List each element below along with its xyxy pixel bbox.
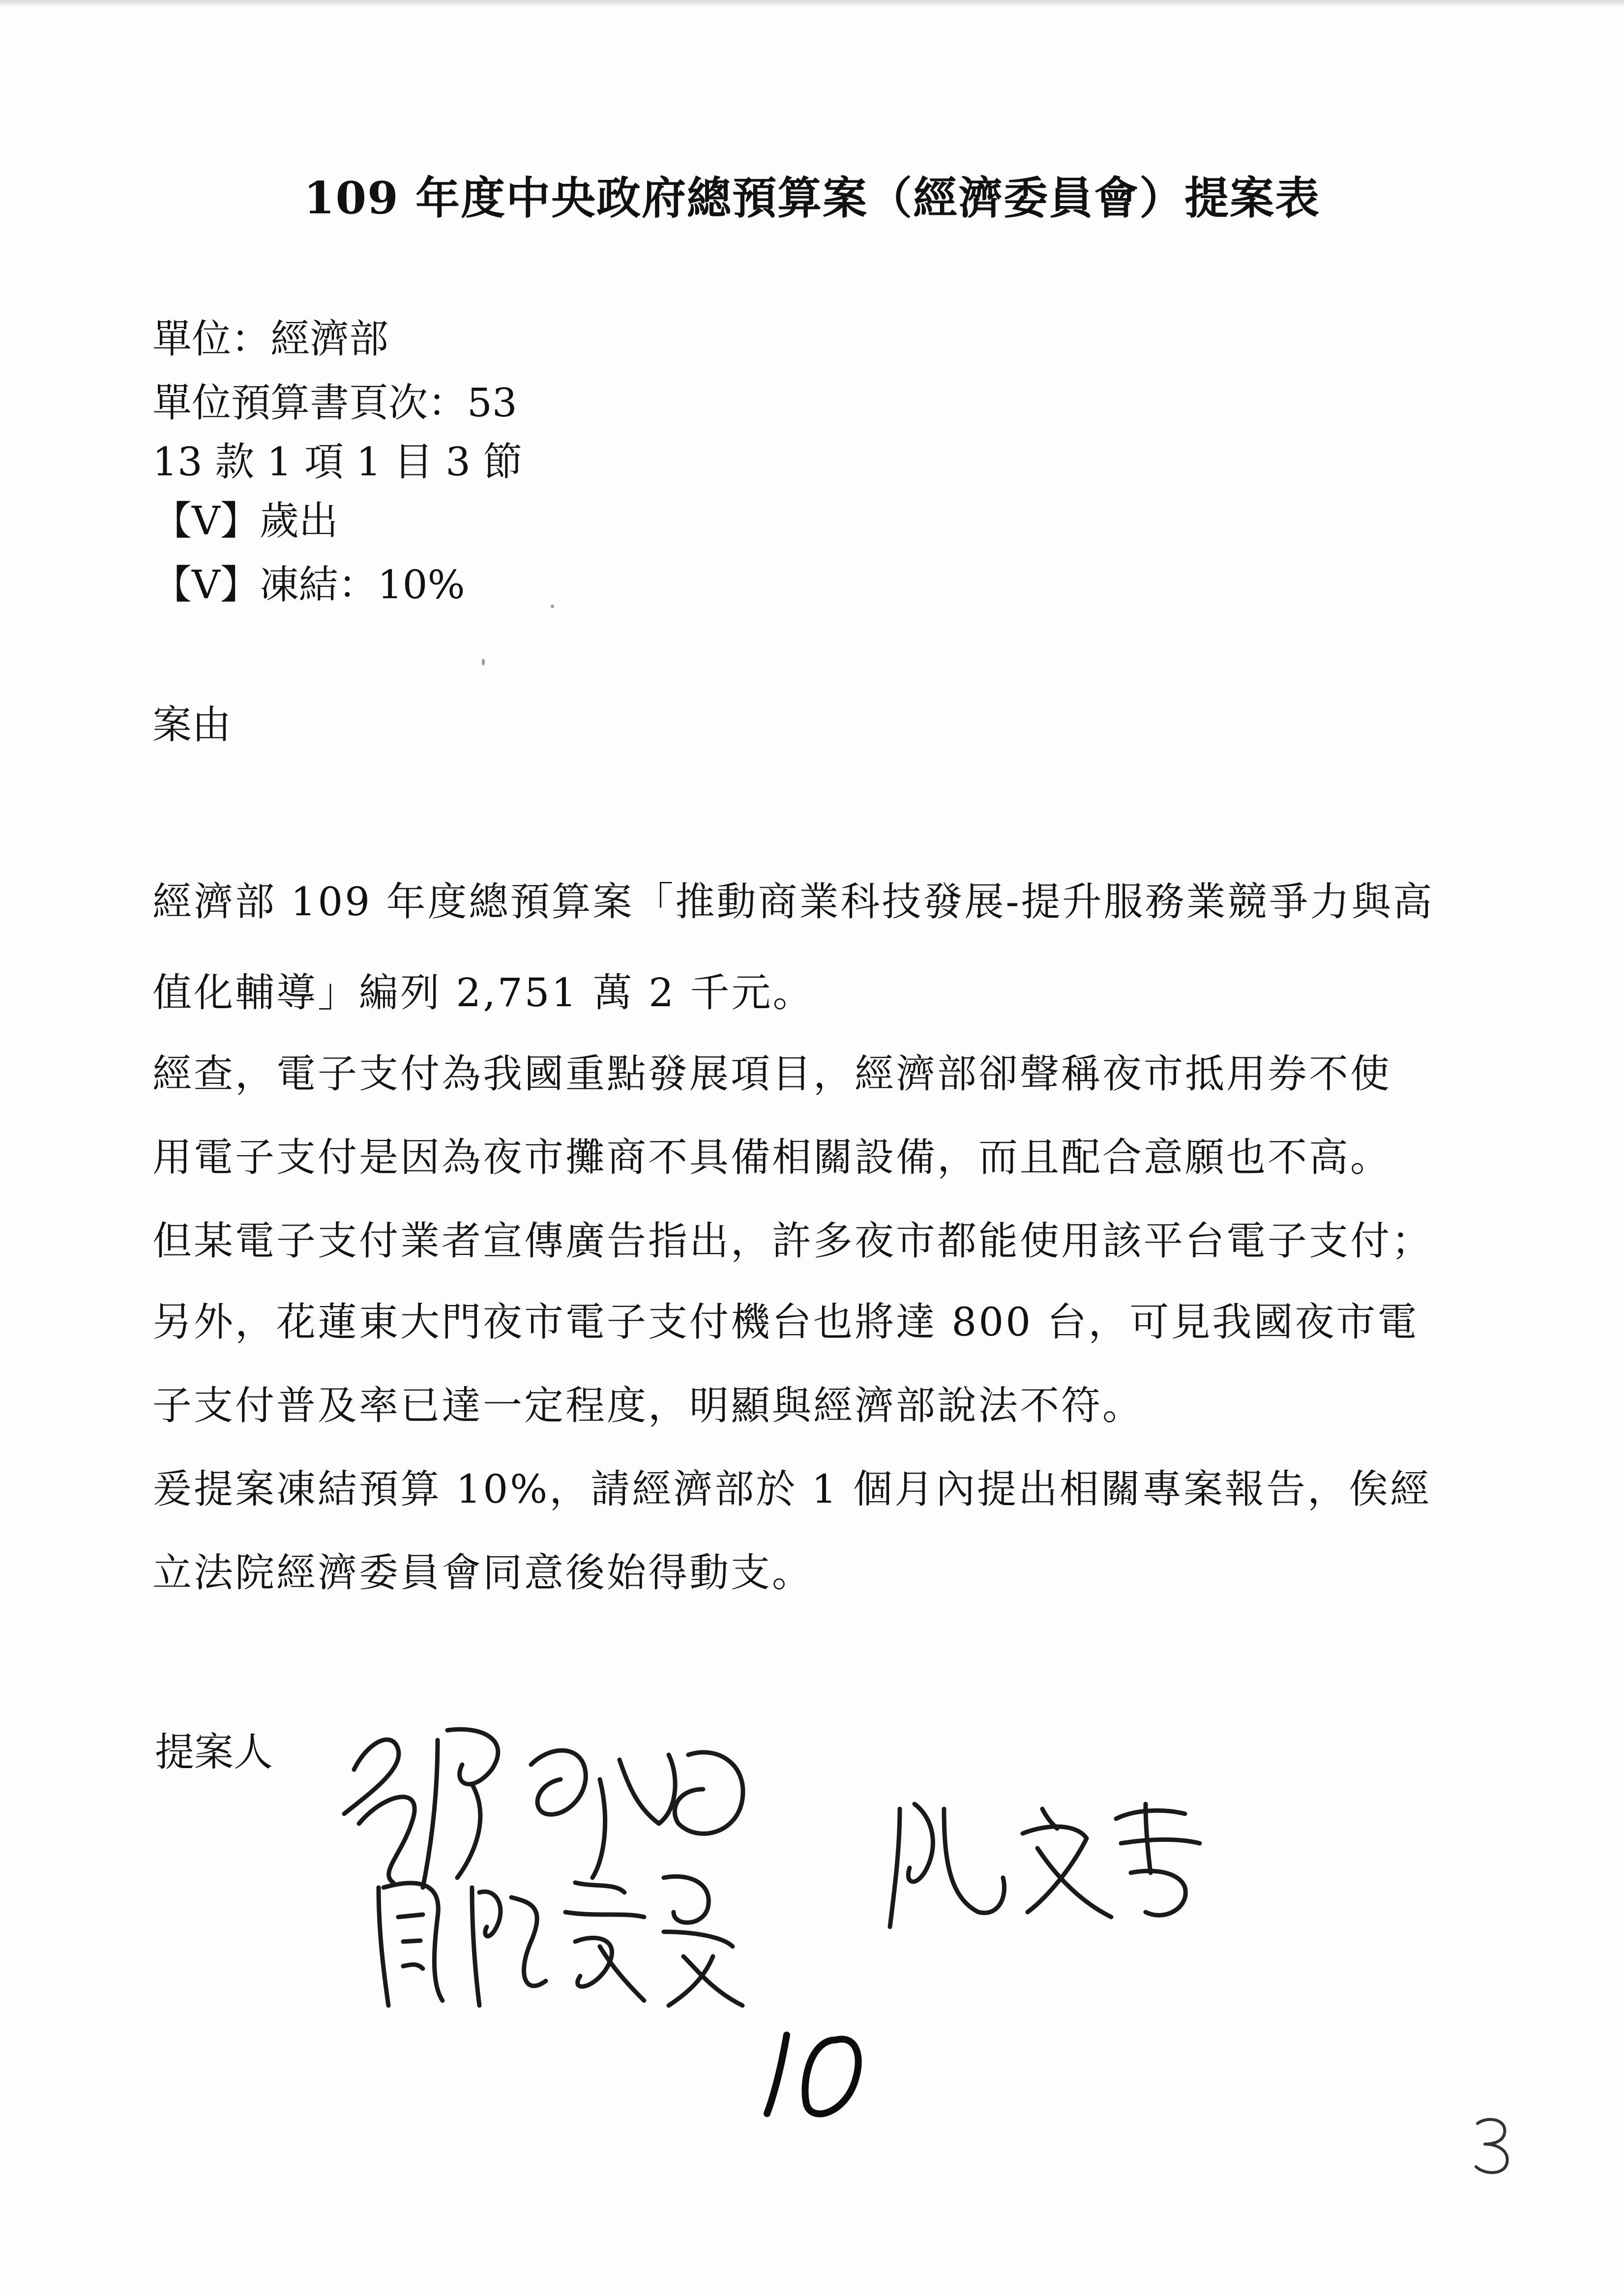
unit-line: 單位：經濟部	[152, 316, 388, 362]
body-line: 另外，花蓮東大門夜市電子支付機台也將達 800 台，可見我國夜市電	[152, 1299, 1419, 1345]
budget-page-line: 單位預算書頁次：53	[152, 380, 517, 426]
item-ref-line: 13 款 1 項 1 目 3 節	[152, 439, 523, 485]
expenditure-line: 【V】歲出	[152, 498, 338, 544]
handwritten-signature	[880, 1789, 1224, 1937]
scan-speck	[482, 659, 485, 666]
handwritten-signature	[369, 1858, 762, 2015]
body-line: 子支付普及率已達一定程度，明顯與經濟部說法不符。	[152, 1383, 1144, 1428]
body-line: 經濟部 109 年度總預算案「推動商業科技發展-提升服務業競爭力與高	[152, 879, 1434, 925]
body-line: 用電子支付是因為夜市攤商不具備相關設備，而且配合意願也不高。	[152, 1134, 1391, 1180]
scan-edge	[0, 0, 1624, 7]
freeze-line: 【V】凍結：10%	[152, 562, 465, 608]
scan-speck	[551, 605, 554, 608]
body-line: 爰提案凍結預算 10%，請經濟部於 1 個月內提出相關專案報告，俟經	[152, 1466, 1431, 1512]
body-line: 值化輔導」編列 2,751 萬 2 千元。	[152, 970, 814, 1016]
body-line: 立法院經濟委員會同意後始得動支。	[152, 1550, 813, 1596]
proposer-label: 提案人	[155, 1729, 273, 1775]
document-title: 109 年度中央政府總預算案（經濟委員會）提案表	[303, 172, 1321, 224]
reason-heading: 案由	[152, 702, 231, 748]
body-line: 但某電子支付業者宣傳廣告指出，許多夜市都能使用該平台電子支付；	[152, 1218, 1433, 1264]
page-number	[1470, 2114, 1514, 2180]
handwritten-number	[752, 2025, 875, 2125]
body-line: 經查，電子支付為我國重點發展項目，經濟部卻聲稱夜市抵用券不使	[152, 1051, 1391, 1097]
